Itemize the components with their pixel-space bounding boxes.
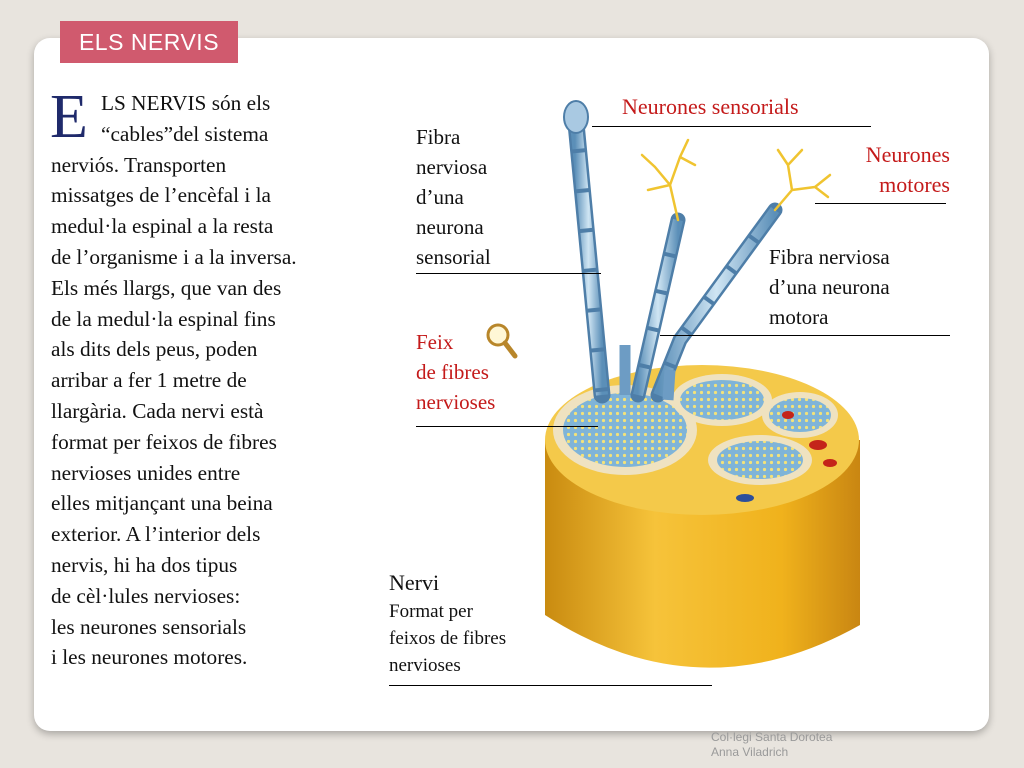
label-line: motora: [769, 305, 829, 329]
label-line: feixos de fibres: [389, 628, 507, 649]
fascicle: [769, 398, 831, 432]
body-line: LS NERVIS són els: [101, 91, 271, 115]
blood-vessel: [782, 411, 794, 419]
receptor: [564, 101, 588, 133]
footer-credits: [711, 730, 832, 760]
body-line: de l’organisme i a la inversa.: [51, 244, 297, 269]
label-line: de fibres: [416, 360, 489, 384]
label-line: neurona: [416, 215, 484, 239]
label-line: nerviosa: [416, 155, 488, 179]
body-line: nervioses unides entre: [51, 460, 241, 485]
footer-school: Col·legi Santa Dorotea: [711, 730, 833, 744]
label-line: Format per: [389, 601, 473, 622]
body-line: de la medul·la espinal fins: [51, 306, 276, 331]
slide-title: ELS NERVIS: [60, 21, 238, 63]
body-line: exterior. A l’interior dels: [51, 522, 261, 547]
fiber-stub: [668, 370, 670, 400]
label-sensory-fiber: [416, 122, 491, 272]
label-line: nervioses: [389, 655, 461, 676]
label-line: Fibra: [416, 125, 461, 149]
body-line: arribar a fer 1 metre de: [51, 368, 247, 393]
leader-line: [389, 685, 712, 686]
leader-line: [815, 203, 946, 204]
blood-vessel: [809, 440, 827, 450]
label-bundle: [416, 327, 495, 417]
label-line: motores: [879, 172, 950, 197]
fascicle: [717, 441, 803, 479]
body-line: medul·la espinal a la resta: [51, 214, 274, 239]
label-nerve: [389, 568, 506, 679]
label-line: d’una: [416, 185, 464, 209]
body-line: llargària. Cada nervi està: [51, 398, 264, 423]
body-line: missatges de l’encèfal i la: [51, 183, 271, 208]
label-line: sensorial: [416, 245, 491, 269]
body-line: nerviós. Transporten: [51, 152, 227, 177]
sensory-fiber: [575, 113, 602, 395]
body-line: les neurones sensorials: [51, 614, 247, 639]
footer-author: Anna Viladrich: [711, 745, 789, 759]
body-line: elles mitjançant una beina: [51, 491, 273, 516]
blood-vessel: [823, 459, 837, 467]
label-line: Feix: [416, 330, 454, 354]
body-paragraph: [50, 83, 396, 673]
body-line: i les neurones motores.: [51, 645, 248, 670]
leader-line: [592, 126, 871, 127]
label-line: d’una neurona: [769, 275, 890, 299]
label-title: Nervi: [389, 570, 440, 595]
body-line: de cèl·lules nervioses:: [51, 583, 241, 608]
label-line: nervioses: [416, 390, 496, 414]
leader-line: [416, 273, 601, 274]
fascicle: [680, 380, 764, 420]
label-motor-fiber: [769, 242, 890, 332]
fascicle: [563, 393, 687, 467]
dendrites: [642, 140, 830, 220]
body-line: Els més llargs, que van des: [51, 275, 282, 300]
body-line: als dits dels peus, poden: [51, 337, 258, 362]
label-motor-neurons: [820, 140, 950, 200]
body-line: nervis, hi ha dos tipus: [51, 552, 238, 577]
leader-line: [416, 426, 598, 427]
label-line: Fibra nerviosa: [769, 245, 890, 269]
leader-line: [660, 335, 950, 336]
blood-vessel: [736, 494, 754, 502]
body-line: format per feixos de fibres: [51, 429, 277, 454]
body-line: “cables”del sistema: [101, 121, 269, 146]
drop-cap: E: [50, 83, 88, 151]
nerve-illustration: [530, 95, 865, 695]
label-line: Neurones: [865, 142, 950, 167]
label-sensory-neurons: Neurones sensorials: [622, 94, 799, 119]
